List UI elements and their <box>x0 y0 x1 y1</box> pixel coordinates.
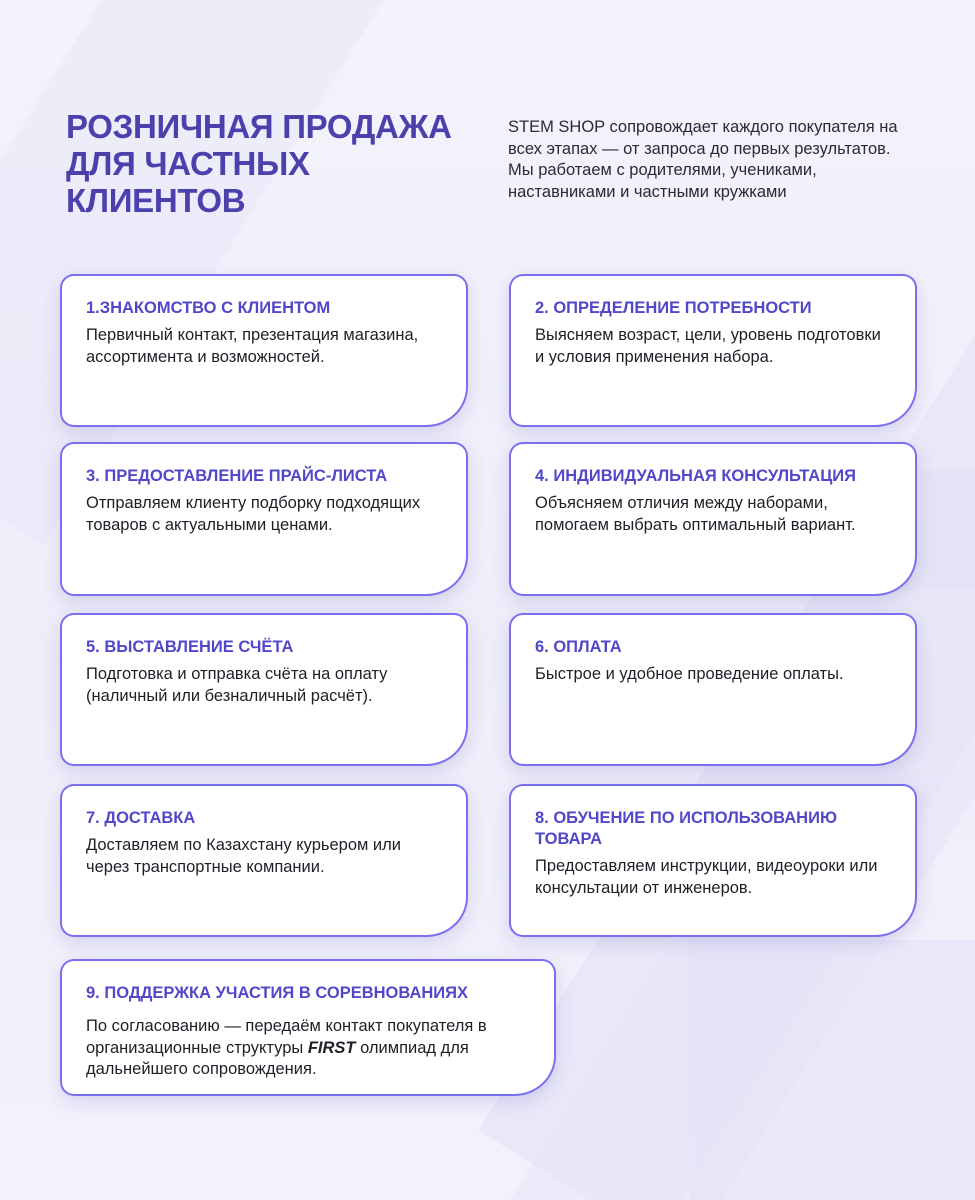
page-title-line-1: РОЗНИЧНАЯ ПРОДАЖА <box>66 108 452 145</box>
first-brand-text: FIRST <box>307 1038 356 1057</box>
step-text-part: По согласованию — передаём контакт покупателя в организационные структуры <box>86 1017 487 1057</box>
step-text: Отправляем клиенту подборку подходящих товаров с актуальными ценами. <box>86 494 421 534</box>
step-card-9 <box>60 959 556 1096</box>
step-text: Быстрое и удобное проведение оплаты. <box>535 665 844 683</box>
page-title <box>66 108 486 219</box>
step-title: 6. ОПЛАТА <box>535 638 622 656</box>
step-card-1 <box>60 274 468 427</box>
step-title: 1.ЗНАКОМСТВО С КЛИЕНТОМ <box>86 299 331 317</box>
step-card-8 <box>509 784 917 937</box>
step-card-2 <box>509 274 917 427</box>
page-title-line-2: ДЛЯ ЧАСТНЫХ КЛИЕНТОВ <box>66 145 310 219</box>
step-card-5 <box>60 613 468 766</box>
step-title: 2. ОПРЕДЕЛЕНИЕ ПОТРЕБНОСТИ <box>535 299 812 317</box>
step-card-3 <box>60 442 468 596</box>
step-text: Первичный контакт, презентация магазина, ассортимента и возможностей. <box>86 326 419 366</box>
step-text <box>86 1016 532 1081</box>
step-title: 8. ОБУЧЕНИЕ ПО ИСПОЛЬЗОВАНИЮ ТОВАРА <box>535 809 837 848</box>
step-title: 7. ДОСТАВКА <box>86 809 196 827</box>
step-card-4 <box>509 442 917 596</box>
step-title: 9. ПОДДЕРЖКА УЧАСТИЯ В СОРЕВНОВАНИЯХ <box>86 984 469 1002</box>
step-title: 4. ИНДИВИДУАЛЬНАЯ КОНСУЛЬТАЦИЯ <box>535 467 856 485</box>
step-title: 5. ВЫСТАВЛЕНИЕ СЧЁТА <box>86 638 294 656</box>
step-text: Выясняем возраст, цели, уровень подготовки и условия применения набора. <box>535 326 881 366</box>
step-text: Предоставляем инструкции, видеоуроки или консультации от инженеров. <box>535 857 878 897</box>
step-text: Доставляем по Казахстану курьером или через транспортные компании. <box>86 836 401 876</box>
step-text: Подготовка и отправка счёта на оплату (наличный или безналичный расчёт). <box>86 665 388 705</box>
intro-text: STEM SHOP сопровождает каждого покупателя на всех этапах — от запроса до первых результатов. Мы работаем с родителями, учениками, наставниками и частными кружками <box>508 118 898 201</box>
step-text: Объясняем отличия между наборами, помогаем выбрать оптимальный вариант. <box>535 494 856 534</box>
step-title: 3. ПРЕДОСТАВЛЕНИЕ ПРАЙС-ЛИСТА <box>86 467 388 485</box>
step-card-7 <box>60 784 468 937</box>
step-card-6 <box>509 613 917 766</box>
step-text-part: олимпиад для дальнейшего сопровождения. <box>86 1038 469 1078</box>
